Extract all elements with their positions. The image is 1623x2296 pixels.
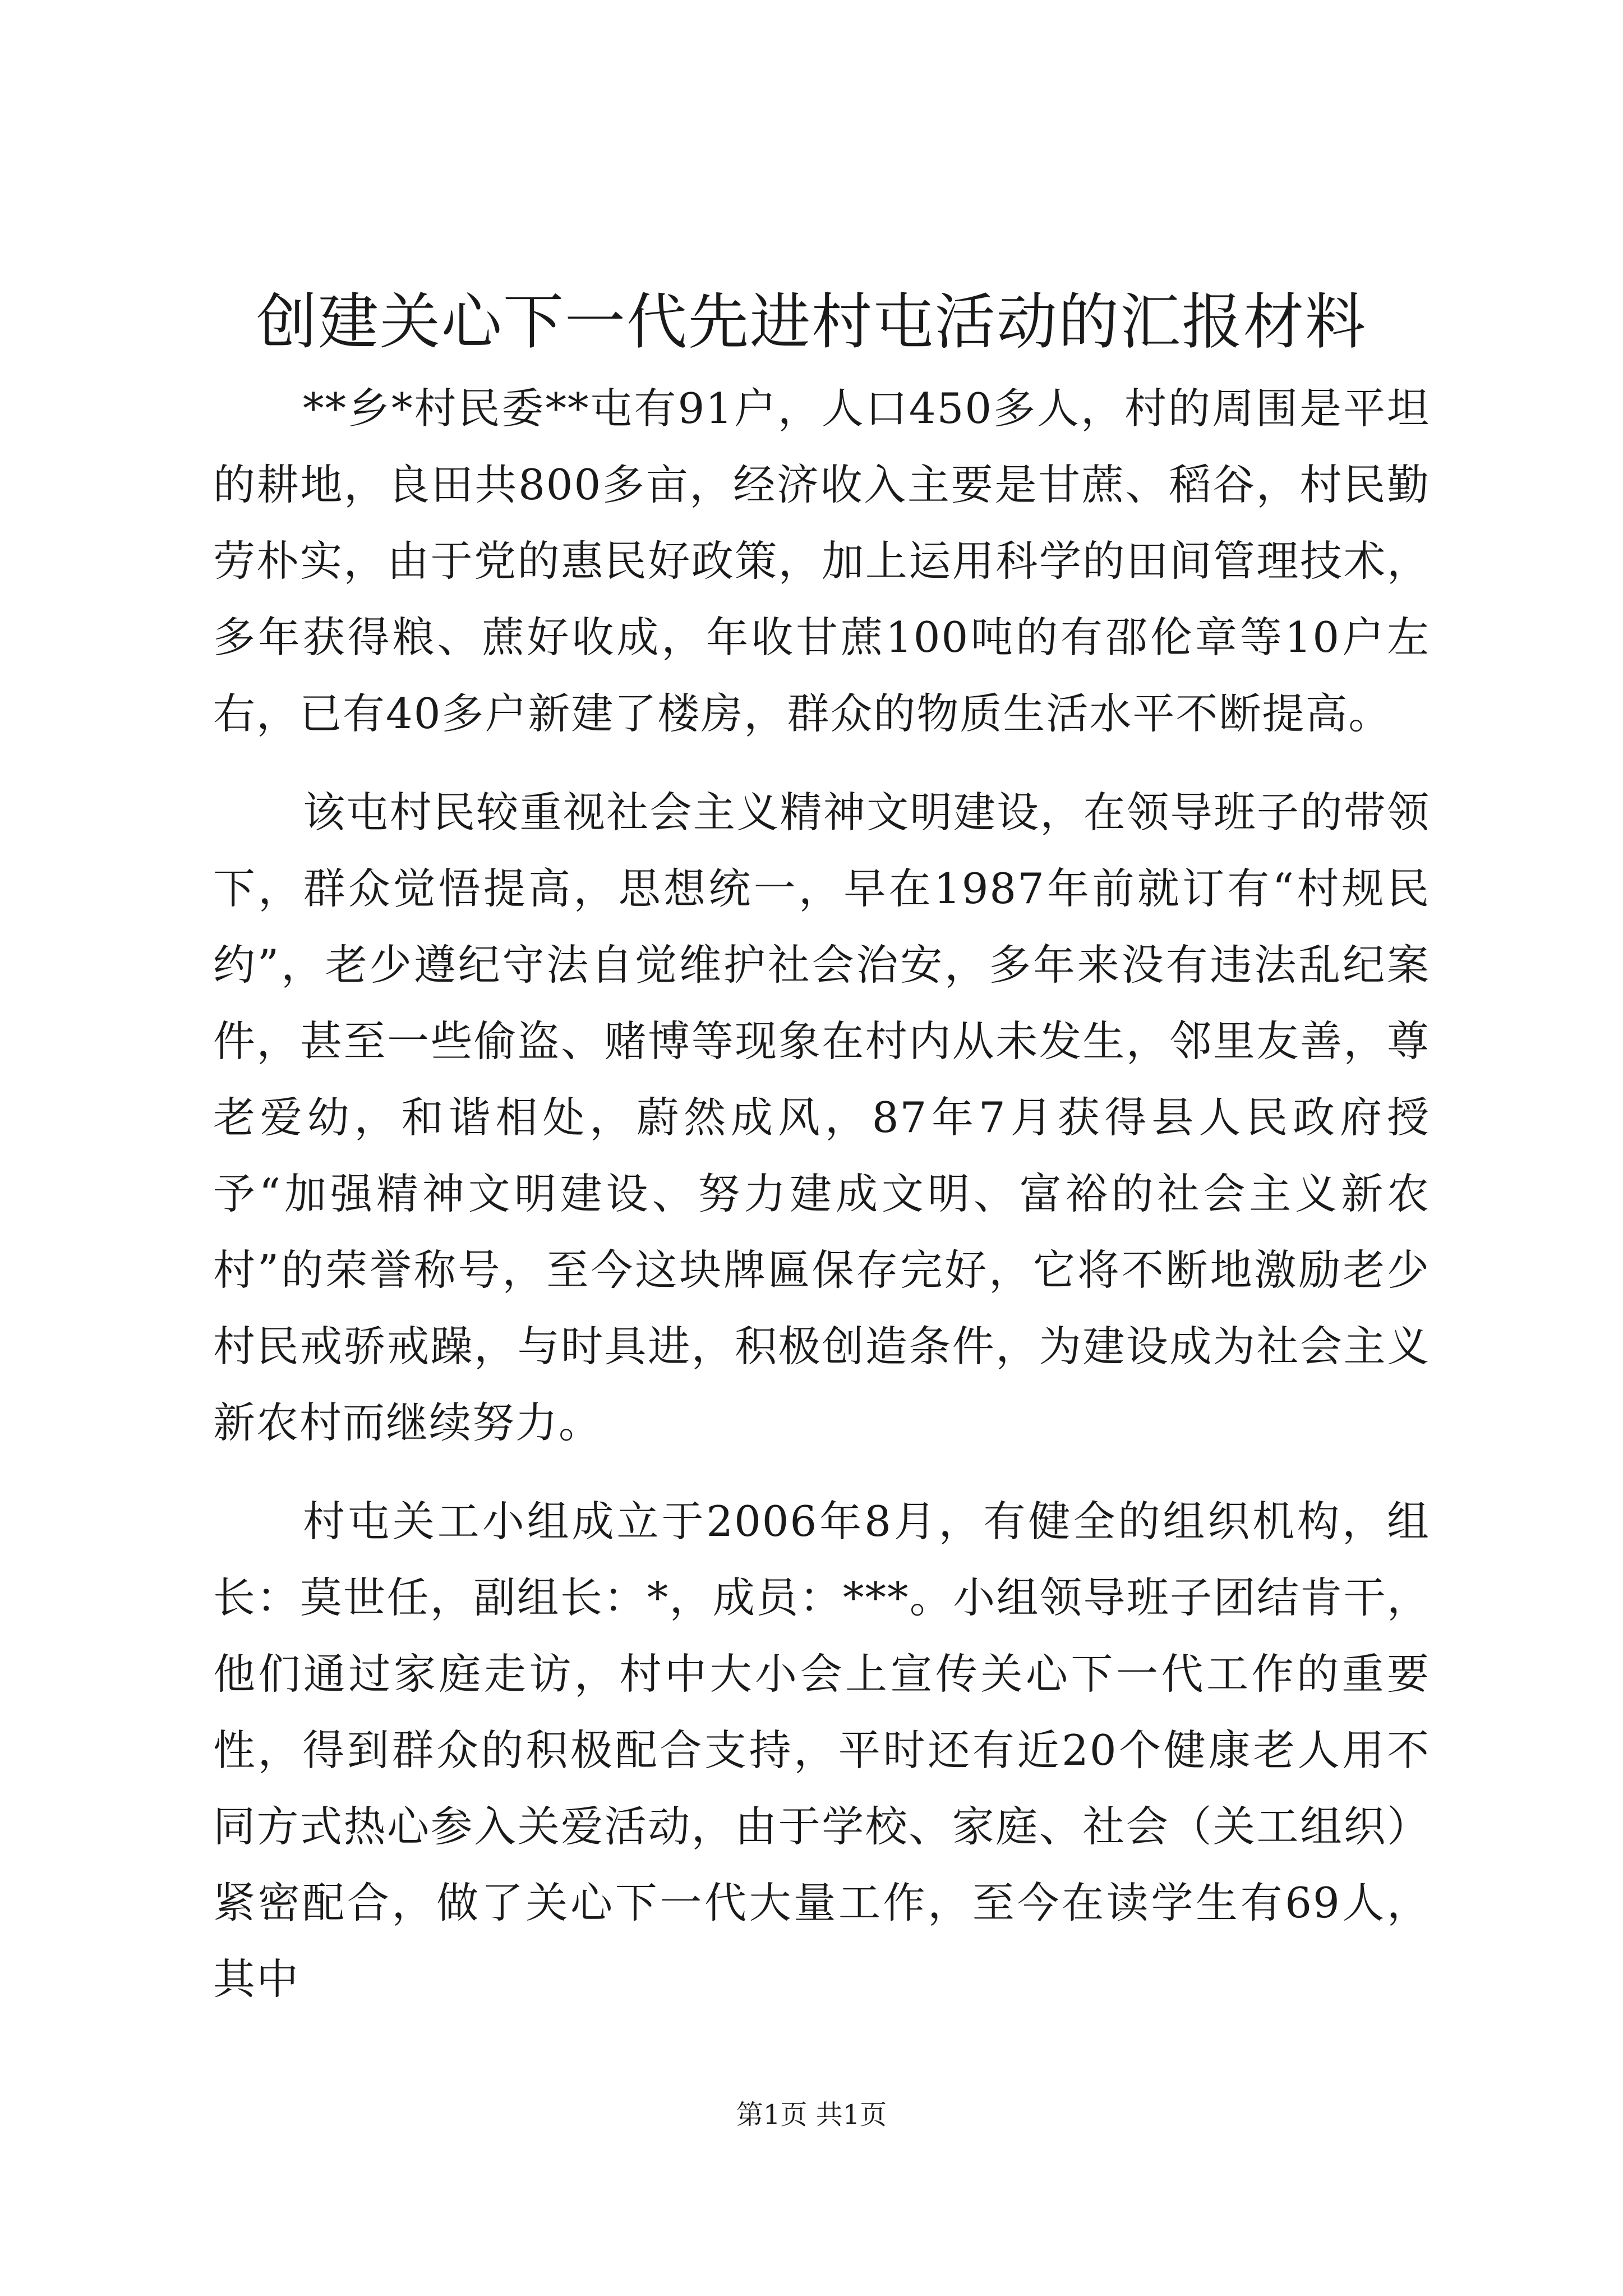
paragraph-3: 村屯关工小组成立于2006年8月，有健全的组织机构，组长：莫世任，副组长：*，成员：***。小组领导班子团结肯干，他们通过家庭走访，村中大小会上宣传关心下一代工作的重要性，得到群众的积极配合支持，平时还有近20个健康老人用不同方式热心参入关爱活动，由于学校、家庭、社会（关工组织）紧密配合，做了关心下一代大量工作，至今在读学生有69人，其中 — [213, 1497, 1430, 2004]
paragraph-1: **乡*村民委**屯有91户，人口450多人，村的周围是平坦的耕地，良田共800多亩，经济收入主要是甘蔗、稻谷，村民勤劳朴实，由于党的惠民好政策，加上运用科学的田间管理技术，多年获得粮、蔗好收成，年收甘蔗100吨的有邵伦章等10户左右，已有40多户新建了楼房，群众的物质生活水平不断提高。 — [213, 384, 1430, 738]
document-title: 创建关心下一代先进村屯活动的汇报材料 — [256, 287, 1367, 357]
paragraph-2: 该屯村民较重视社会主义精神文明建设，在领导班子的带领下，群众觉悟提高，思想统一，早在1987年前就订有“村规民约”，老少遵纪守法自觉维护社会治安，多年来没有违法乱纪案件，甚至一些偷盗、赌博等现象在村内从未发生，邻里友善，尊老爱幼，和谐相处，蔚然成风，87年7月获得县人民政府授予“加强精神文明建设、努力建成文明、富裕的社会主义新农村”的荣誉称号，至今这块牌匾保存完好，它将不断地激励老少村民戒骄戒躁，与时具进，积极创造条件，为建设成为社会主义新农村而继续努力。 — [213, 788, 1430, 1447]
page-footer: 第1页 共1页 — [736, 2099, 887, 2131]
document-body — [213, 370, 1430, 2040]
